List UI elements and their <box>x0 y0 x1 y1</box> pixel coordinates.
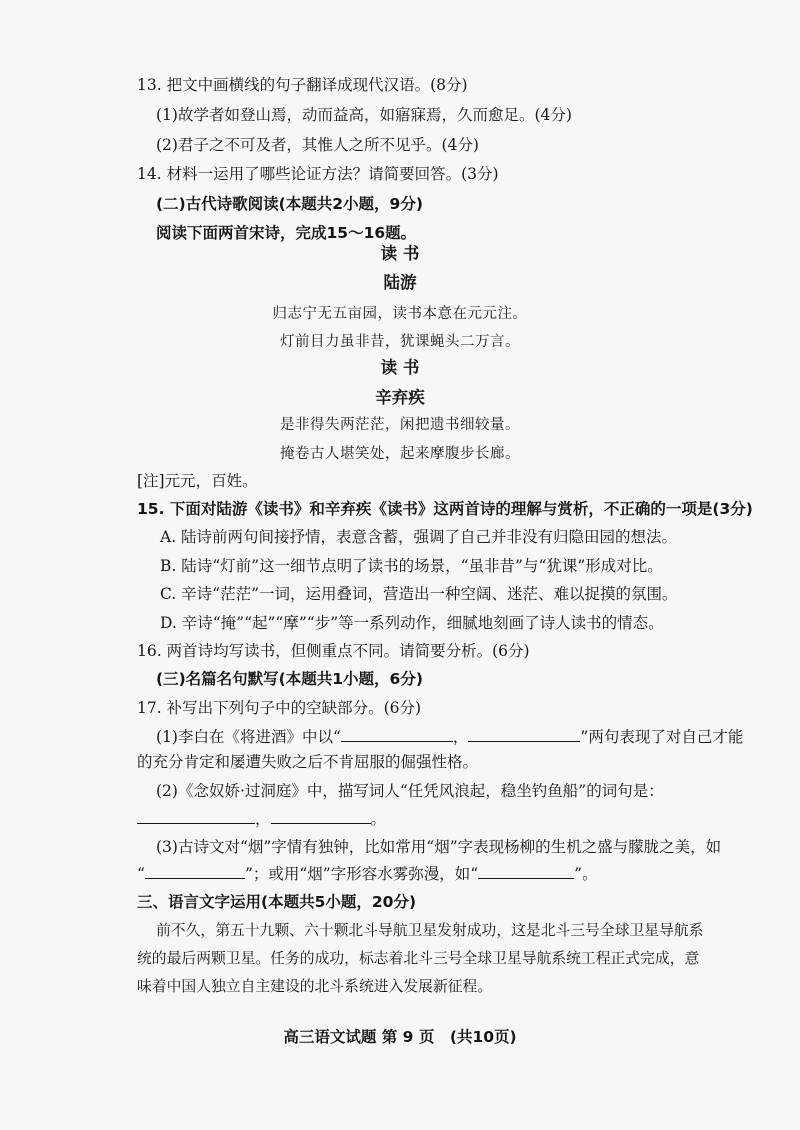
section-3-heading: (三)名篇名句默写(本题共1小题，6分) <box>156 670 423 688</box>
q17-stem: 17. 补写出下列句子中的空缺部分。(6分) <box>137 699 422 717</box>
part-3-heading: 三、语言文字运用(本题共5小题，20分) <box>137 893 417 911</box>
q14-stem: 14. 材料一运用了哪些论证方法？请简要回答。(3分) <box>137 165 499 183</box>
q17-item-3-open: “ <box>137 865 145 883</box>
section-2-intro: 阅读下面两首宋诗，完成15～16题。 <box>156 224 417 242</box>
q17-blank-5[interactable] <box>145 862 245 879</box>
q13-stem: 13. 把文中画横线的句子翻译成现代汉语。(8分) <box>137 76 468 94</box>
q15-option-d: D. 辛诗“掩”“起”“摩”“步”等一系列动作，细腻地刻画了诗人读书的情态。 <box>160 614 664 632</box>
page-footer: 高三语文试题 第 9 页 (共10页) <box>283 1028 517 1046</box>
q17-blank-2[interactable] <box>468 725 580 742</box>
q17-item-3-mid: ”；或用“烟”字形容水雾弥漫，如“ <box>244 865 479 883</box>
q17-blank-6[interactable] <box>478 862 574 879</box>
q13-sentence-1: (1)故学者如登山焉，动而益高，如寤寐焉，久而愈足。(4分) <box>156 106 572 124</box>
q17-item-1-comma: ， <box>452 728 469 746</box>
paragraph-line-1: 前不久，第五十九颗、六十颗北斗导航卫星发射成功，这是北斗三号全球卫星导航系 <box>156 922 704 939</box>
q17-blank-4[interactable] <box>271 807 371 824</box>
q17-blank-1[interactable] <box>341 725 453 742</box>
section-2-heading: (二)古代诗歌阅读(本题共2小题，9分) <box>156 195 423 213</box>
poem-2-line-2: 掩卷古人堪笑处，起来摩腹步长廊。 <box>280 446 520 462</box>
poem-1-title: 读 书 <box>380 244 420 263</box>
poem-1-line-1: 归志宁无五亩园，读书本意在元元注。 <box>272 306 528 322</box>
q17-blank-3[interactable] <box>137 807 255 824</box>
q15-option-c: C. 辛诗“茫茫”一词，运用叠词，营造出一种空阔、迷茫、难以捉摸的氛围。 <box>160 585 678 603</box>
q17-item-3: (3)古诗文对“烟”字情有独钟，比如常用“烟”字表现杨柳的生机之盛与朦胧之美，如 <box>156 838 722 856</box>
q17-item-1-prefix: (1)李白在《将进酒》中以“ <box>156 728 341 746</box>
q17-item-3-answer-line <box>137 862 598 885</box>
q17-item-1-suffix: ”两句表现了对自己才能 <box>580 728 744 746</box>
poem-2-title: 读 书 <box>380 358 420 377</box>
q17-item-3-end: ”。 <box>574 865 598 883</box>
q17-item-2-comma: ， <box>255 810 271 828</box>
paragraph-line-3: 味着中国人独立自主建设的北斗系统进入发展新征程。 <box>137 978 493 995</box>
q15-stem: 15. 下面对陆游《读书》和辛弃疾《读书》这两首诗的理解与赏析，不正确的一项是(3分) <box>137 500 753 518</box>
q17-item-2: (2)《念奴娇·过洞庭》中，描写词人“任凭风浪起，稳坐钓鱼船”的词句是： <box>156 782 664 800</box>
poem-2-author: 辛弃疾 <box>375 388 425 407</box>
paragraph-line-2: 统的最后两颗卫星。任务的成功，标志着北斗三号全球卫星导航系统工程正式完成，意 <box>137 950 700 967</box>
poem-1-line-2: 灯前目力虽非昔，犹课蝇头二万言。 <box>280 334 520 350</box>
poem-note: [注]元元，百姓。 <box>137 472 258 490</box>
q17-item-1 <box>156 725 743 748</box>
poem-1-author: 陆游 <box>383 273 417 292</box>
poem-2-line-1: 是非得失两茫茫，闲把遗书细较量。 <box>280 417 520 433</box>
q17-item-2-answer-line <box>137 807 386 830</box>
q15-option-a: A. 陆诗前两句间接抒情，表意含蓄，强调了自己并非没有归隐田园的想法。 <box>160 528 678 546</box>
q16-stem: 16. 两首诗均写读书，但侧重点不同。请简要分析。(6分) <box>137 642 530 660</box>
q17-item-1-line-2: 的充分肯定和屡遭失败之后不肯屈服的倔强性格。 <box>137 753 479 771</box>
q17-item-2-end: 。 <box>370 810 387 828</box>
q13-sentence-2: (2)君子之不可及者，其惟人之所不见乎。(4分) <box>156 136 479 154</box>
q15-option-b: B. 陆诗“灯前”这一细节点明了读书的场景，“虽非昔”与“犹课”形成对比。 <box>160 557 663 575</box>
